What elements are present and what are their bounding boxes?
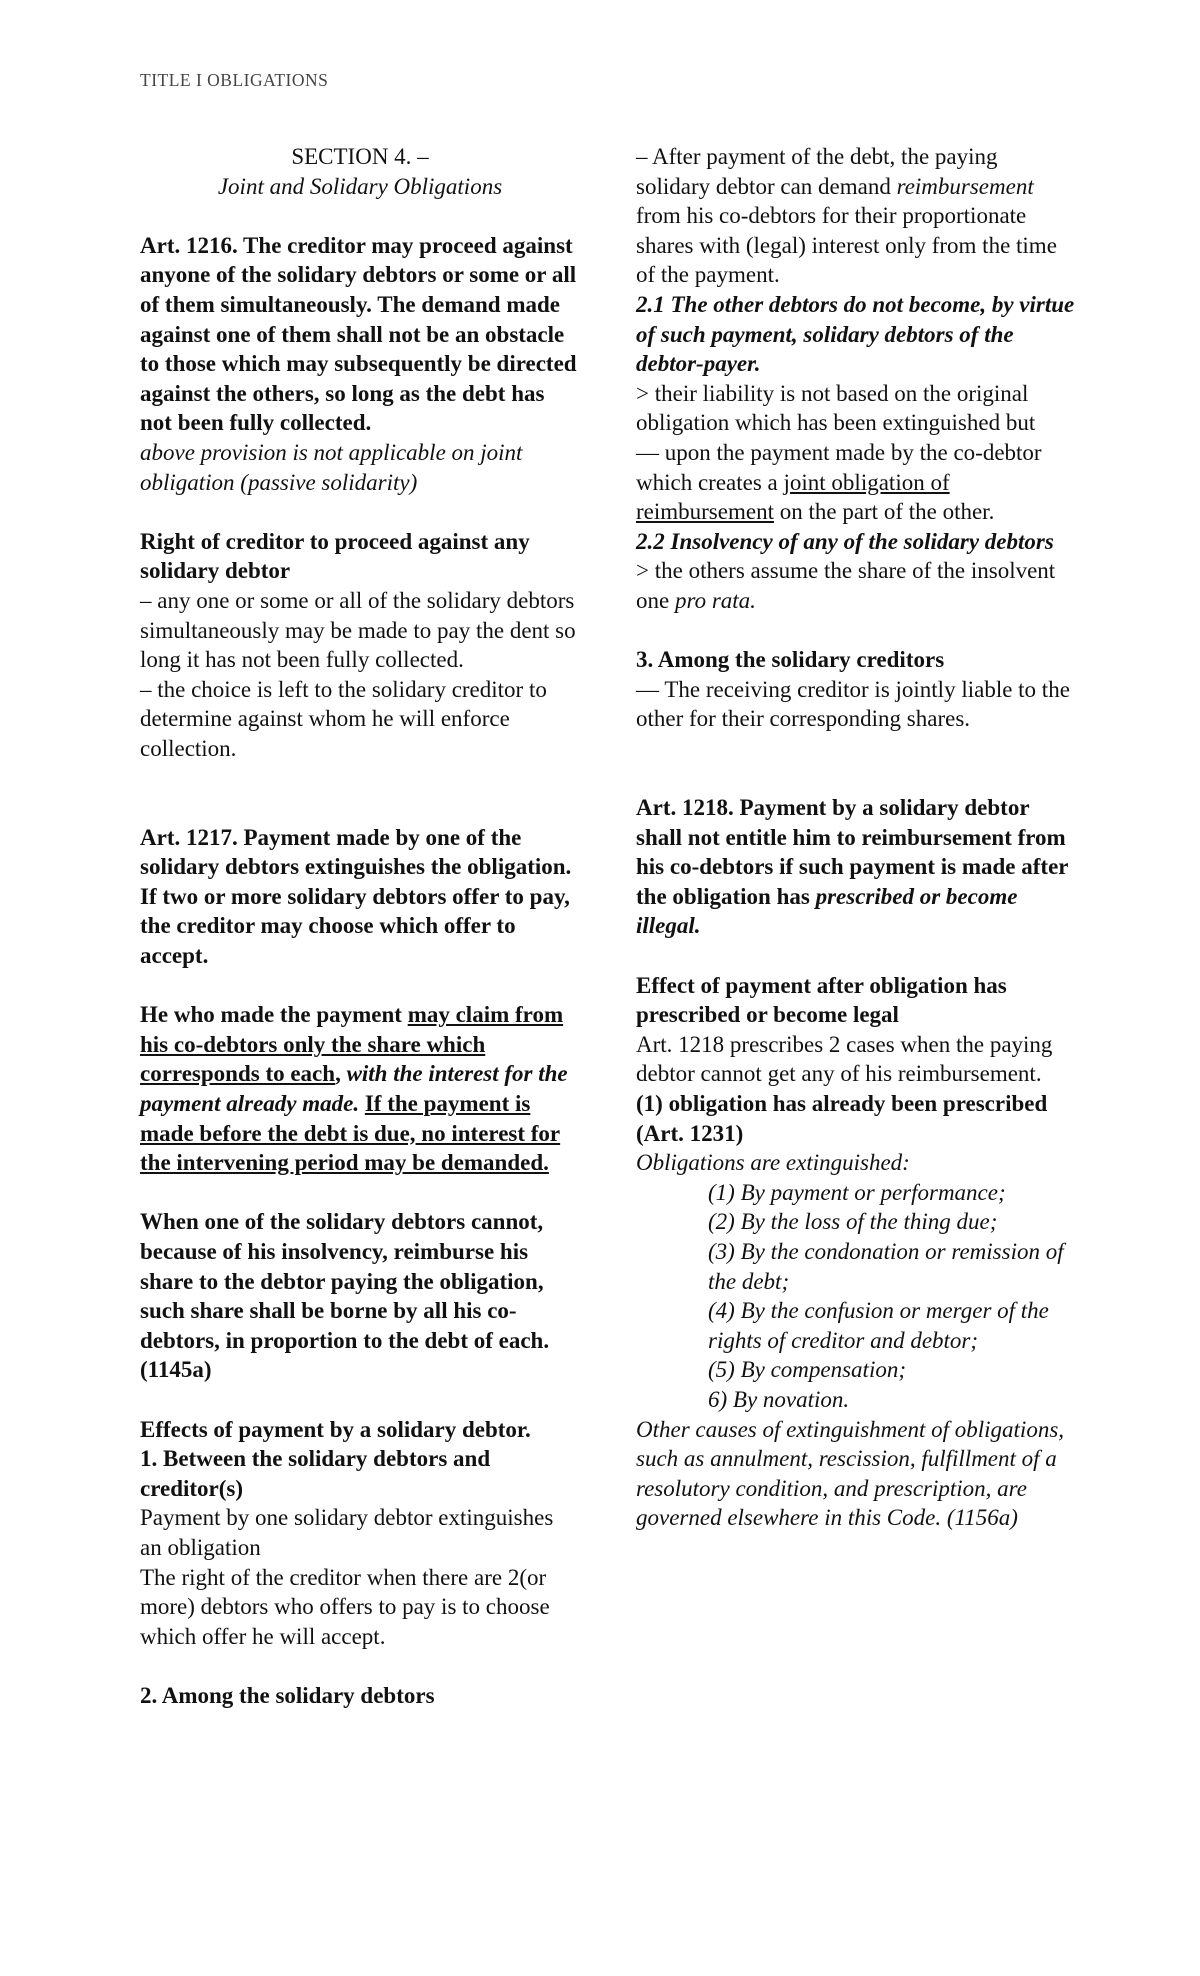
effects-1-p1: Payment by one solidary debtor extinguishes an obligation — [140, 1505, 554, 1560]
others-part-2: pro rata. — [674, 587, 756, 613]
others-assume — [636, 556, 1076, 615]
liability-note: > their liability is not based on the original obligation which has been extinguished but — [636, 380, 1036, 436]
list-item: (4) By the confusion or merger of the rights of creditor and debtor; — [708, 1298, 1049, 1353]
right-of-creditor-heading: Right of creditor to proceed against any solidary debtor — [140, 528, 530, 584]
right-column — [636, 142, 1076, 1533]
upon-part-3: on the part of the other. — [773, 499, 995, 525]
claim-part-2: may claim from his co-debtors only the share which corresponds to each — [140, 1002, 564, 1087]
among-creditors-heading: 3. Among the solidary creditors — [636, 647, 945, 673]
art-1217-payment-claim — [140, 1000, 580, 1178]
art-1217-insolvency: When one of the solidary debtors cannot, because of his insolvency, reimburse his share to the debtor paying the obligation, such share shall be borne by all his co-debtors, in proportion to the debt of each. (1145a) — [140, 1209, 550, 1383]
art-1218 — [636, 793, 1076, 941]
effect-paragraph: Art. 1218 prescribes 2 cases when the paying debtor cannot get any of his reimbursement. — [636, 1031, 1053, 1087]
extinguished-heading: Obligations are extinguished: — [636, 1150, 910, 1176]
other-causes: Other causes of extinguishment of obligations, such as annulment, rescission, fulfillment of a resolutory condition, and prescription, are governed elsewhere in this Code. (1156a) — [636, 1416, 1065, 1531]
effects-1-p2: The right of the creditor when there are 2(or more) debtors who offers to pay is to choose which offer he will accept. — [140, 1564, 550, 1649]
others-part-1: > the others assume the share of the insolvent one — [636, 558, 1056, 613]
list-item: (1) By payment or performance; — [708, 1179, 1006, 1205]
left-column — [140, 142, 580, 1710]
art-1216-note: above provision is not applicable on joint obligation (passive solidarity) — [140, 439, 523, 495]
art-1218-part-2: prescribed or become illegal. — [636, 883, 1018, 939]
list-item: (2) By the loss of the thing due; — [708, 1209, 998, 1235]
art-1216: Art. 1216. The creditor may proceed against anyone of the solidary debtors or some or all of them simultaneously. The demand made against one of them shall not be an obstacle to those which may subsequently be directed against the others, so long as the debt has not been fully collected. — [140, 232, 577, 436]
claim-part-3: , — [335, 1061, 347, 1087]
upon-payment — [636, 438, 1076, 527]
list-item: (3) By the condonation or remission of the debt; — [708, 1238, 1064, 1294]
effects-1-heading: 1. Between the solidary debtors and creditor(s) — [140, 1446, 491, 1501]
upon-part-2: joint obligation of reimbursement — [636, 469, 950, 525]
effects-2-heading: 2. Among the solidary debtors — [140, 1682, 435, 1708]
point-2-2: 2.2 Insolvency of any of the solidary debtors — [636, 528, 1054, 554]
after-payment — [636, 142, 1076, 290]
list-item: 6) By novation. — [708, 1386, 850, 1412]
after-part-2: reimbursement — [896, 173, 1034, 199]
claim-part-1: He who made the payment — [140, 1002, 408, 1028]
after-part-1: – After payment of the debt, the paying solidary debtor can demand — [636, 144, 998, 199]
right-of-creditor-p1: – any one or some or all of the solidary debtors simultaneously may be made to pay the dent so long it has not been fully collected. — [140, 587, 576, 673]
effect-heading: Effect of payment after obligation has prescribed or become legal — [636, 972, 1007, 1028]
upon-part-1: — upon the payment made by the co-debtor which creates a — [636, 439, 1042, 495]
claim-part-4: with the interest for the payment already made. — [140, 1061, 568, 1116]
list-item: (5) By compensation; — [708, 1357, 906, 1383]
point-2-1: 2.1 The other debtors do not become, by virtue of such payment, solidary debtors of the debtor-payer. — [636, 291, 1075, 377]
art-1218-part-1: Art. 1218. Payment by a solidary debtor shall not entitle him to reimbursement from his co-debtors if such payment is made after the obligation has — [636, 795, 1069, 909]
case-1-heading: (1) obligation has already been prescribed (Art. 1231) — [636, 1091, 1048, 1146]
section-title: SECTION 4. – — [291, 144, 429, 169]
page-header: TITLE I OBLIGATIONS — [140, 70, 329, 90]
section-subtitle: Joint and Solidary Obligations — [217, 173, 503, 199]
claim-part-6: If the payment is made before the debt is due, no interest for the intervening period may be demanded. — [140, 1091, 561, 1176]
receiving-creditor: — The receiving creditor is jointly liable to the other for their corresponding shares. — [636, 676, 1070, 732]
art-1217: Art. 1217. Payment made by one of the solidary debtors extinguishes the obligation. If two or more solidary debtors offer to pay, the creditor may choose which offer to accept. — [140, 824, 572, 969]
effects-heading: Effects of payment by a solidary debtor. — [140, 1416, 531, 1442]
after-part-3: from his co-debtors for their proportionate shares with (legal) interest only from the time of the payment. — [636, 203, 1057, 288]
right-of-creditor-p2: – the choice is left to the solidary creditor to determine against whom he will enforce collection. — [140, 676, 547, 761]
